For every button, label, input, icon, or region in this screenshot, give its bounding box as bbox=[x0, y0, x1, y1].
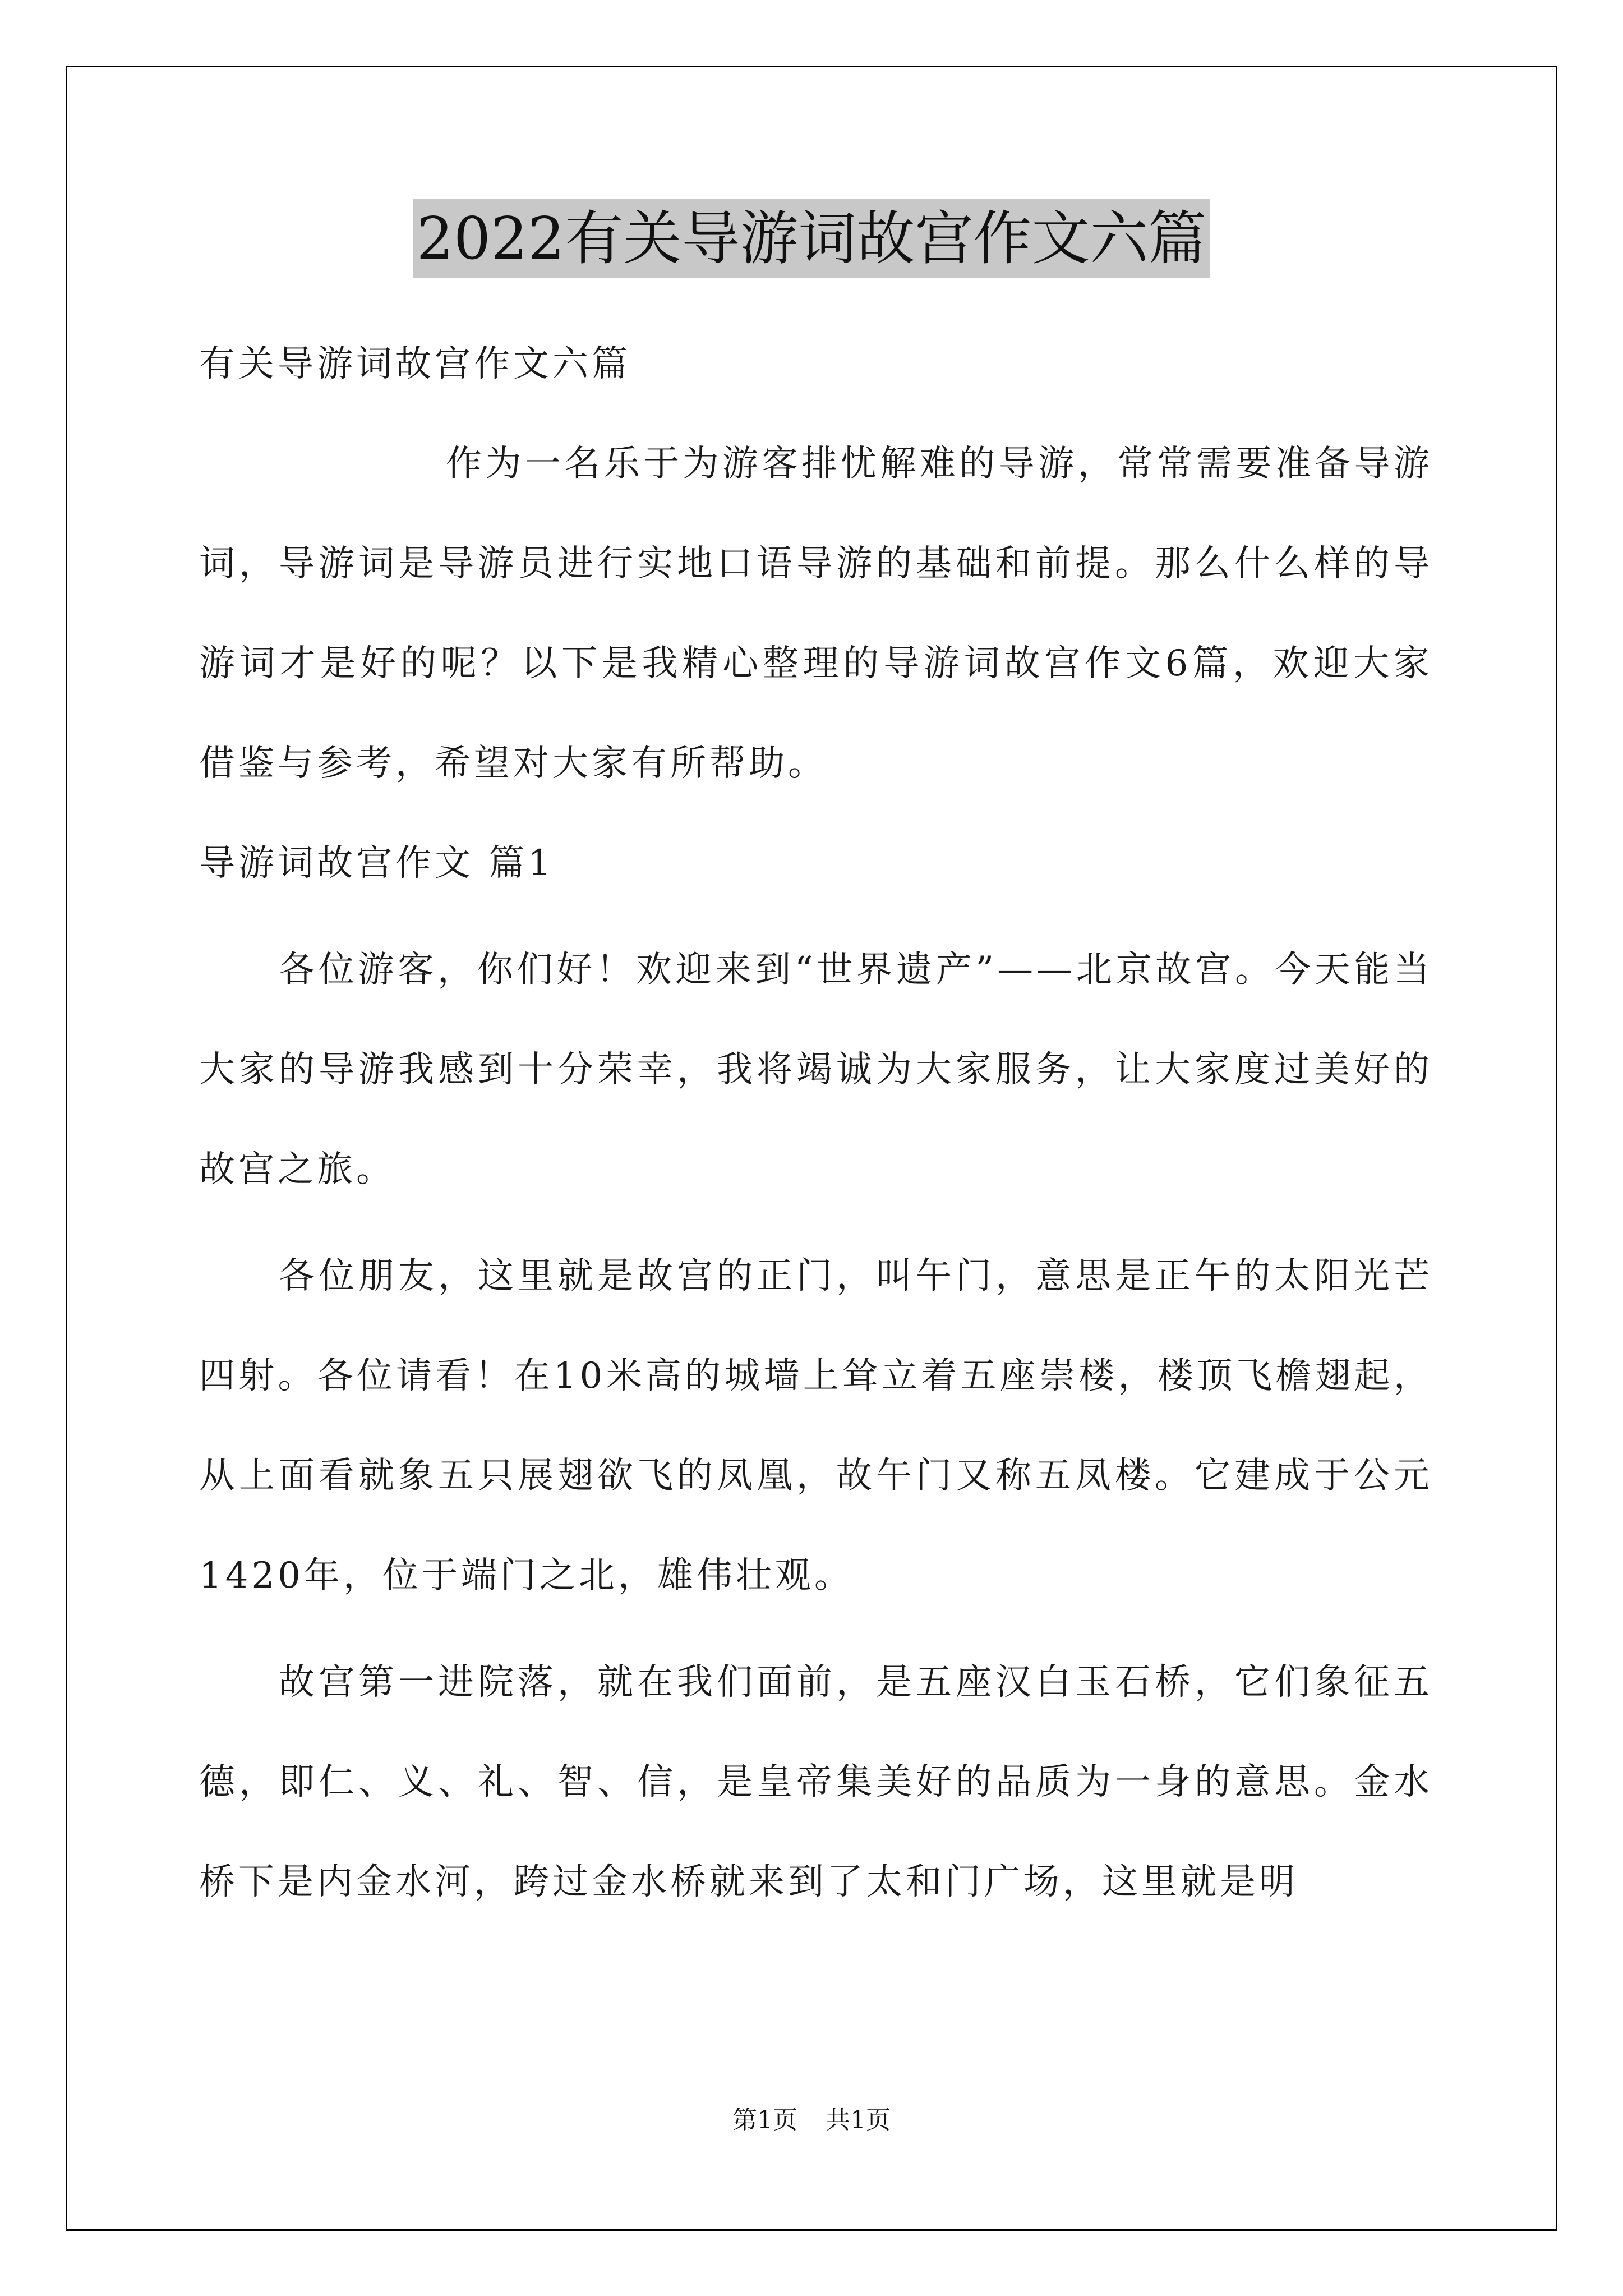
page-total: 共1页 bbox=[826, 2106, 891, 2134]
body-paragraph: 各位游客，你们好！欢迎来到“世界遗产”——北京故宫。今天能当大家的导游我感到十分荣幸，我将竭诚为大家服务，让大家度过美好的故宫之旅。 bbox=[199, 949, 1433, 1190]
document-subtitle: 有关导游词故宫作文六篇 bbox=[199, 343, 631, 385]
page-footer bbox=[0, 2104, 1623, 2137]
page-number: 第1页 bbox=[732, 2106, 797, 2134]
document-body bbox=[199, 314, 1433, 1932]
title-container bbox=[0, 199, 1623, 278]
section-heading: 导游词故宫作文 篇1 bbox=[199, 843, 555, 884]
body-paragraph: 故宫第一进院落，就在我们面前，是五座汉白玉石桥，它们象征五德，即仁、义、礼、智、信，是皇帝集美好的品质为一身的意思。金水桥下是内金水河，跨过金水桥就来到了太和门广场，这里就是明 bbox=[199, 1662, 1433, 1903]
body-paragraph: 各位朋友，这里就是故宫的正门，叫午门，意思是正午的太阳光芒四射。各位请看！在10米高的城墙上耸立着五座崇楼，楼顶飞檐翅起，从上面看就象五只展翅欲飞的凤凰，故午门又称五凤楼。它建成于公元1420年，位于端门之北，雄伟壮观。 bbox=[199, 1255, 1433, 1596]
document-title: 2022有关导游词故宫作文六篇 bbox=[413, 199, 1210, 278]
intro-paragraph: 作为一名乐于为游客排忧解难的导游，常常需要准备导游词，导游词是导游员进行实地口语导游的基础和前提。那么什么样的导游词才是好的呢？以下是我精心整理的导游词故宫作文6篇，欢迎大家借鉴与参考，希望对大家有所帮助。 bbox=[199, 443, 1433, 784]
